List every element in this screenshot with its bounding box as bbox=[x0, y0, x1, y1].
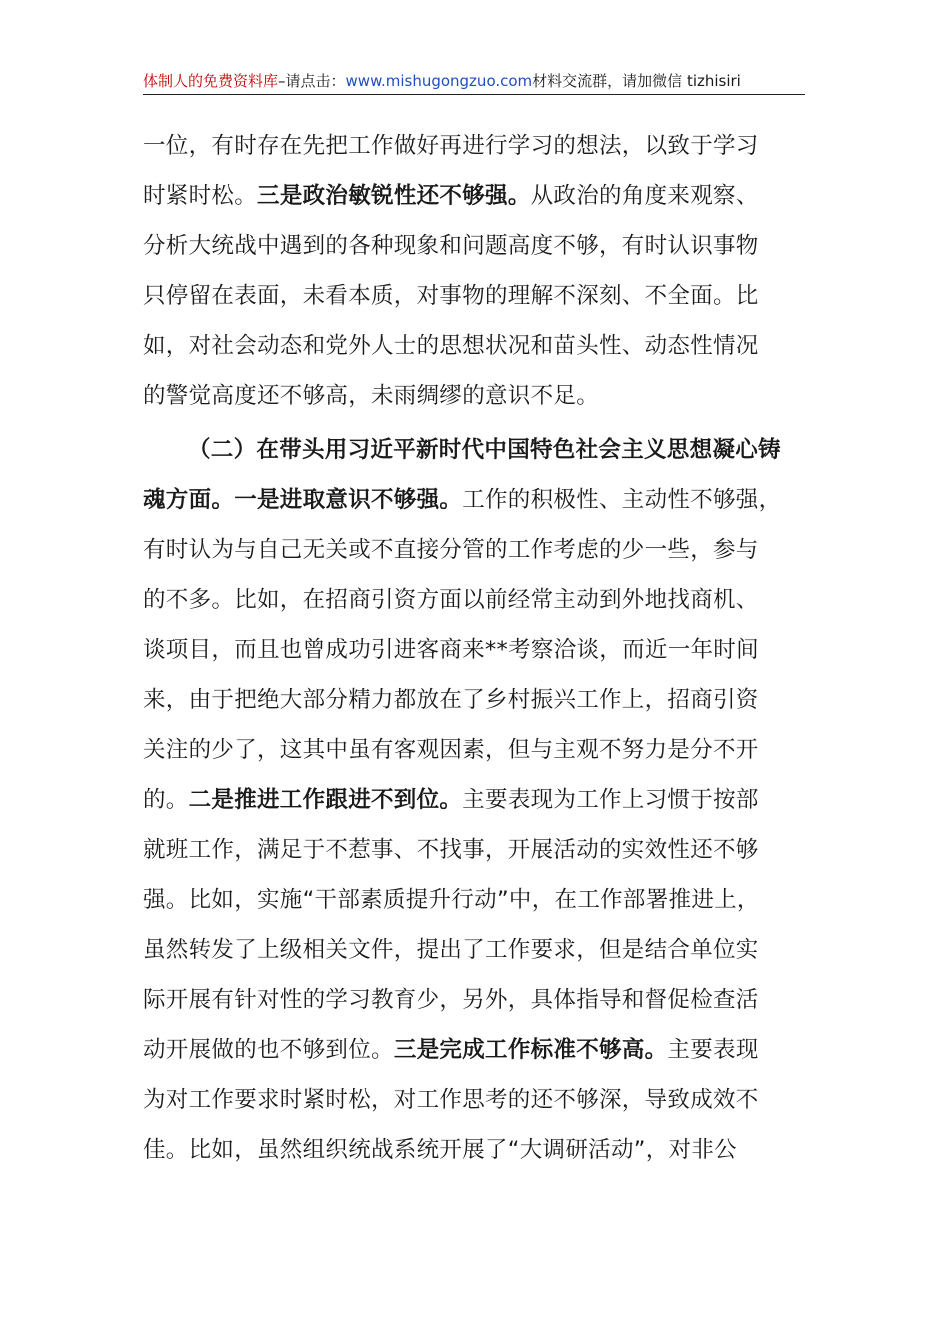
text-line: 为对工作要求时紧时松，对工作思考的还不够深，导致成效不 bbox=[143, 1087, 759, 1113]
text-span: 时紧时松。 bbox=[143, 183, 258, 209]
text-line bbox=[143, 475, 805, 525]
page-header bbox=[143, 70, 805, 95]
text-line bbox=[143, 1025, 805, 1075]
text-line: 关注的少了，这其中虽有客观因素，但与主观不努力是分不开 bbox=[143, 737, 759, 763]
bold-heading: 魂方面。一是进取意识不够强。 bbox=[143, 487, 463, 513]
text-line bbox=[143, 775, 805, 825]
text-line: 分析大统战中遇到的各种现象和问题高度不够，有时认识事物 bbox=[143, 233, 759, 259]
text-line: 如，对社会动态和党外人士的思想状况和苗头性、动态性情况 bbox=[143, 333, 759, 359]
text-line: 际开展有针对性的学习教育少，另外，具体指导和督促检查活 bbox=[143, 987, 759, 1013]
text-line: 就班工作，满足于不惹事、不找事，开展活动的实效性还不够 bbox=[143, 837, 759, 863]
text-span: 从政治的角度来观察、 bbox=[530, 183, 759, 209]
text-line: 来，由于把绝大部分精力都放在了乡村振兴工作上，招商引资 bbox=[143, 687, 759, 713]
bold-heading: 二是推进工作跟进不到位。 bbox=[188, 787, 463, 813]
text-line: 一位，有时存在先把工作做好再进行学习的想法，以致于学习 bbox=[143, 133, 759, 159]
header-prompt: –请点击： bbox=[278, 72, 346, 90]
text-line: 虽然转发了上级相关文件，提出了工作要求，但是结合单位实 bbox=[143, 937, 759, 963]
text-span: 主要表现 bbox=[667, 1037, 759, 1063]
paragraph-2 bbox=[143, 425, 805, 1175]
text-line: 的不多。比如，在招商引资方面以前经常主动到外地找商机、 bbox=[143, 587, 759, 613]
text-line: 强。比如，实施“干部素质提升行动”中，在工作部署推进上， bbox=[143, 887, 760, 913]
text-line: 有时认为与自己无关或不直接分管的工作考虑的少一些，参与 bbox=[143, 537, 759, 563]
text-line: 谈项目，而且也曾成功引进客商来**考察洽谈，而近一年时间 bbox=[143, 637, 759, 663]
bold-heading: 三是政治敏锐性还不够强。 bbox=[257, 183, 531, 209]
text-span: 主要表现为工作上习惯于按部 bbox=[462, 787, 759, 813]
header-contact-text: 材料交流群，请加微信 tizhisiri bbox=[532, 72, 741, 90]
header-url-link[interactable]: www.mishugongzuo.com bbox=[345, 72, 533, 90]
text-line: 只停留在表面，未看本质，对事物的理解不深刻、不全面。比 bbox=[143, 283, 759, 309]
section-heading: （二）在带头用习近平新时代中国特色社会主义思想凝心铸 bbox=[188, 437, 781, 463]
text-span: 工作的积极性、主动性不够强， bbox=[462, 487, 782, 513]
text-line bbox=[143, 171, 805, 221]
bold-heading: 三是完成工作标准不够高。 bbox=[393, 1037, 668, 1063]
section-heading-line bbox=[143, 425, 805, 475]
text-line: 佳。比如，虽然组织统战系统开展了“大调研活动”，对非公 bbox=[143, 1137, 737, 1163]
text-span: 动开展做的也不够到位。 bbox=[143, 1037, 394, 1063]
paragraph-1 bbox=[143, 121, 805, 421]
text-line: 的警觉高度还不够高，未雨绸缪的意识不足。 bbox=[143, 383, 600, 409]
document-body bbox=[143, 121, 805, 1179]
header-brand: 体制人的免费资料库 bbox=[143, 72, 279, 90]
text-span: 的。 bbox=[143, 787, 189, 813]
